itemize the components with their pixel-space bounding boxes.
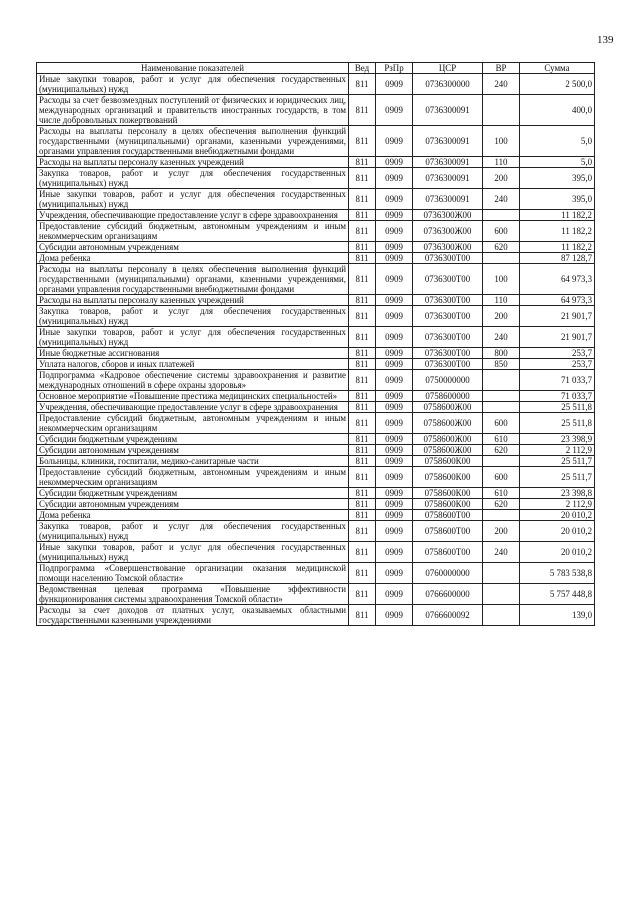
header-vr: ВР [483, 63, 520, 74]
row-sum: 5,0 [520, 126, 595, 157]
row-csr: 0736300000 [413, 74, 483, 95]
table-row [37, 126, 595, 157]
row-name: Субсидии автономным учреждениям [37, 445, 349, 456]
row-rzpr: 0909 [376, 434, 413, 445]
row-rzpr: 0909 [376, 370, 413, 391]
row-rzpr: 0909 [376, 157, 413, 168]
row-csr: 0758600Ж00 [413, 434, 483, 445]
row-sum: 253,7 [520, 348, 595, 359]
table-row [37, 542, 595, 563]
row-name: Закупка товаров, работ и услуг для обеспечения государственных (муниципальных) нужд [37, 306, 349, 327]
row-vr: 610 [483, 488, 520, 499]
row-name: Подпрограмма «Кадровое обеспечение системы здравоохранения и развитие международных отношений в сфере охраны здоровья» [37, 370, 349, 391]
row-ved: 811 [349, 327, 376, 348]
table-row [37, 584, 595, 605]
row-rzpr: 0909 [376, 74, 413, 95]
row-rzpr: 0909 [376, 126, 413, 157]
row-csr: 0758600Т00 [413, 542, 483, 563]
row-vr [483, 584, 520, 605]
row-ved: 811 [349, 74, 376, 95]
row-sum: 64 973,3 [520, 264, 595, 295]
row-rzpr: 0909 [376, 221, 413, 242]
row-name: Иные закупки товаров, работ и услуг для обеспечения государственных (муниципальных) нужд [37, 542, 349, 563]
row-csr: 0736300091 [413, 126, 483, 157]
table-row [37, 242, 595, 253]
row-sum: 11 182,2 [520, 242, 595, 253]
row-vr: 600 [483, 467, 520, 488]
row-csr: 0736300Т00 [413, 359, 483, 370]
header-csr: ЦСР [413, 63, 483, 74]
row-sum: 20 010,2 [520, 542, 595, 563]
row-name: Основное мероприятие «Повышение престижа медицинских специальностей» [37, 391, 349, 402]
row-ved: 811 [349, 391, 376, 402]
row-ved: 811 [349, 168, 376, 189]
row-sum: 71 033,7 [520, 370, 595, 391]
row-sum: 5,0 [520, 157, 595, 168]
row-sum: 71 033,7 [520, 391, 595, 402]
row-sum: 25 511,7 [520, 456, 595, 467]
row-vr: 600 [483, 413, 520, 434]
row-ved: 811 [349, 242, 376, 253]
row-csr: 0758600К00 [413, 467, 483, 488]
row-vr: 110 [483, 157, 520, 168]
row-vr: 240 [483, 189, 520, 210]
row-ved: 811 [349, 221, 376, 242]
row-csr: 0736300Т00 [413, 348, 483, 359]
row-rzpr: 0909 [376, 445, 413, 456]
table-row [37, 402, 595, 413]
row-vr [483, 391, 520, 402]
table-row [37, 413, 595, 434]
row-name: Субсидии бюджетным учреждениям [37, 434, 349, 445]
header-sum: Сумма [520, 63, 595, 74]
header-rzpr: РзПр [376, 63, 413, 74]
row-csr: 0736300091 [413, 168, 483, 189]
row-ved: 811 [349, 348, 376, 359]
table-row [37, 264, 595, 295]
row-ved: 811 [349, 253, 376, 264]
row-vr: 620 [483, 242, 520, 253]
row-sum: 11 182,2 [520, 210, 595, 221]
row-vr [483, 456, 520, 467]
table-row [37, 467, 595, 488]
row-name: Дома ребенка [37, 510, 349, 521]
row-ved: 811 [349, 126, 376, 157]
row-rzpr: 0909 [376, 242, 413, 253]
row-sum: 253,7 [520, 359, 595, 370]
row-vr: 240 [483, 327, 520, 348]
row-csr: 0758600Ж00 [413, 402, 483, 413]
row-rzpr: 0909 [376, 348, 413, 359]
table-row [37, 370, 595, 391]
row-vr: 850 [483, 359, 520, 370]
row-sum: 25 511,8 [520, 413, 595, 434]
row-name: Предоставление субсидий бюджетным, автономным учреждениям и иным некоммерческим организациям [37, 413, 349, 434]
row-sum: 20 010,2 [520, 521, 595, 542]
row-vr: 110 [483, 295, 520, 306]
table-row [37, 348, 595, 359]
table-row [37, 210, 595, 221]
row-sum: 25 511,7 [520, 467, 595, 488]
table-body [37, 74, 595, 626]
table-row [37, 221, 595, 242]
row-sum: 395,0 [520, 189, 595, 210]
table-row [37, 189, 595, 210]
table-row [37, 95, 595, 126]
row-csr: 0750000000 [413, 370, 483, 391]
row-csr: 0758600Ж00 [413, 445, 483, 456]
row-vr [483, 370, 520, 391]
row-rzpr: 0909 [376, 488, 413, 499]
row-rzpr: 0909 [376, 456, 413, 467]
row-csr: 0736300Т00 [413, 264, 483, 295]
table-row [37, 295, 595, 306]
row-sum: 2 112,9 [520, 499, 595, 510]
row-csr: 0758600К00 [413, 499, 483, 510]
table-row [37, 168, 595, 189]
row-vr: 610 [483, 434, 520, 445]
row-name: Расходы за счет доходов от платных услуг, оказываемых областными государственными казенными учреждениями [37, 605, 349, 626]
row-csr: 0758600Т00 [413, 521, 483, 542]
row-name: Расходы на выплаты персоналу казенных учреждений [37, 157, 349, 168]
row-rzpr: 0909 [376, 168, 413, 189]
row-sum: 139,0 [520, 605, 595, 626]
table-row [37, 391, 595, 402]
row-rzpr: 0909 [376, 467, 413, 488]
row-sum: 5 783 538,8 [520, 563, 595, 584]
row-rzpr: 0909 [376, 210, 413, 221]
row-ved: 811 [349, 370, 376, 391]
row-name: Закупка товаров, работ и услуг для обеспечения государственных (муниципальных) нужд [37, 168, 349, 189]
row-vr: 240 [483, 74, 520, 95]
row-rzpr: 0909 [376, 510, 413, 521]
row-rzpr: 0909 [376, 521, 413, 542]
row-ved: 811 [349, 157, 376, 168]
table-row [37, 563, 595, 584]
page-number: 139 [597, 34, 614, 46]
budget-table [36, 62, 595, 626]
row-ved: 811 [349, 189, 376, 210]
row-rzpr: 0909 [376, 306, 413, 327]
row-ved: 811 [349, 456, 376, 467]
table-row [37, 445, 595, 456]
row-ved: 811 [349, 445, 376, 456]
row-sum: 2 112,9 [520, 445, 595, 456]
row-rzpr: 0909 [376, 391, 413, 402]
row-ved: 811 [349, 521, 376, 542]
table-row [37, 521, 595, 542]
row-csr: 0736300Ж00 [413, 210, 483, 221]
row-csr: 0758600000 [413, 391, 483, 402]
table-row [37, 456, 595, 467]
row-name: Ведомственная целевая программа «Повышение эффективности функционирования системы здравоохранения Томской области» [37, 584, 349, 605]
row-csr: 0758600Т00 [413, 510, 483, 521]
row-ved: 811 [349, 306, 376, 327]
row-sum: 5 757 448,8 [520, 584, 595, 605]
table-row [37, 306, 595, 327]
row-csr: 0736300Ж00 [413, 221, 483, 242]
row-sum: 11 182,2 [520, 221, 595, 242]
row-vr: 100 [483, 264, 520, 295]
row-vr: 800 [483, 348, 520, 359]
row-csr: 0736300091 [413, 157, 483, 168]
row-sum: 23 398,9 [520, 434, 595, 445]
row-ved: 811 [349, 295, 376, 306]
row-csr: 0736300091 [413, 95, 483, 126]
row-ved: 811 [349, 402, 376, 413]
row-name: Учреждения, обеспечивающие предоставление услуг в сфере здравоохранения [37, 402, 349, 413]
row-name: Субсидии автономным учреждениям [37, 242, 349, 253]
table-header-row [37, 63, 595, 74]
table-row [37, 253, 595, 264]
row-ved: 811 [349, 95, 376, 126]
row-ved: 811 [349, 210, 376, 221]
row-name: Расходы на выплаты персоналу в целях обеспечения выполнения функций государственными (муниципальными) органами, казенными учреждениями, органами управления государственными внебюджетными фондами [37, 264, 349, 295]
row-rzpr: 0909 [376, 584, 413, 605]
table-row [37, 605, 595, 626]
row-name: Учреждения, обеспечивающие предоставление услуг в сфере здравоохранения [37, 210, 349, 221]
row-ved: 811 [349, 499, 376, 510]
row-name: Предоставление субсидий бюджетным, автономным учреждениям и иным некоммерческим организациям [37, 221, 349, 242]
row-vr: 240 [483, 542, 520, 563]
row-rzpr: 0909 [376, 542, 413, 563]
row-sum: 2 500,0 [520, 74, 595, 95]
row-sum: 20 010,2 [520, 510, 595, 521]
row-ved: 811 [349, 510, 376, 521]
row-ved: 811 [349, 584, 376, 605]
row-ved: 811 [349, 563, 376, 584]
row-name: Больницы, клиники, госпитали, медико-санитарные части [37, 456, 349, 467]
row-sum: 64 973,3 [520, 295, 595, 306]
row-ved: 811 [349, 467, 376, 488]
row-sum: 21 901,7 [520, 327, 595, 348]
row-rzpr: 0909 [376, 95, 413, 126]
row-ved: 811 [349, 434, 376, 445]
row-rzpr: 0909 [376, 499, 413, 510]
row-vr: 200 [483, 306, 520, 327]
row-rzpr: 0909 [376, 189, 413, 210]
row-ved: 811 [349, 605, 376, 626]
row-vr [483, 402, 520, 413]
row-vr: 600 [483, 221, 520, 242]
row-csr: 0736300Ж00 [413, 242, 483, 253]
row-name: Уплата налогов, сборов и иных платежей [37, 359, 349, 370]
row-vr: 620 [483, 499, 520, 510]
row-name: Дома ребенка [37, 253, 349, 264]
row-csr: 0736300Т00 [413, 253, 483, 264]
row-name: Подпрограмма «Совершенствование организации оказания медицинской помощи населению Томской области» [37, 563, 349, 584]
row-vr: 100 [483, 126, 520, 157]
table-row [37, 327, 595, 348]
row-csr: 0760000000 [413, 563, 483, 584]
row-sum: 21 901,7 [520, 306, 595, 327]
row-ved: 811 [349, 488, 376, 499]
row-ved: 811 [349, 264, 376, 295]
row-vr: 200 [483, 168, 520, 189]
row-csr: 0736300Т00 [413, 295, 483, 306]
row-name: Расходы на выплаты персоналу в целях обеспечения выполнения функций государственными (муниципальными) органами, казенными учреждениями, органами управления государственными внебюджетными фондами [37, 126, 349, 157]
table-row [37, 157, 595, 168]
row-vr: 200 [483, 521, 520, 542]
row-name: Субсидии автономным учреждениям [37, 499, 349, 510]
table-row [37, 359, 595, 370]
row-name: Иные бюджетные ассигнования [37, 348, 349, 359]
row-sum: 23 398,8 [520, 488, 595, 499]
row-ved: 811 [349, 359, 376, 370]
row-name: Иные закупки товаров, работ и услуг для обеспечения государственных (муниципальных) нужд [37, 189, 349, 210]
row-csr: 0736300Т00 [413, 306, 483, 327]
row-rzpr: 0909 [376, 253, 413, 264]
row-vr [483, 210, 520, 221]
row-vr [483, 510, 520, 521]
row-vr [483, 605, 520, 626]
row-csr: 0766600092 [413, 605, 483, 626]
row-rzpr: 0909 [376, 413, 413, 434]
row-rzpr: 0909 [376, 327, 413, 348]
row-rzpr: 0909 [376, 359, 413, 370]
row-sum: 395,0 [520, 168, 595, 189]
row-name: Расходы на выплаты персоналу казенных учреждений [37, 295, 349, 306]
row-sum: 87 128,7 [520, 253, 595, 264]
row-rzpr: 0909 [376, 402, 413, 413]
table-row [37, 510, 595, 521]
row-csr: 0736300Т00 [413, 327, 483, 348]
row-rzpr: 0909 [376, 605, 413, 626]
row-vr [483, 253, 520, 264]
header-name: Наименование показателей [37, 63, 349, 74]
row-sum: 25 511,8 [520, 402, 595, 413]
table-row [37, 434, 595, 445]
row-csr: 0758600Ж00 [413, 413, 483, 434]
row-name: Предоставление субсидий бюджетным, автономным учреждениям и иным некоммерческим организациям [37, 467, 349, 488]
row-rzpr: 0909 [376, 563, 413, 584]
table-row [37, 499, 595, 510]
row-vr: 620 [483, 445, 520, 456]
row-name: Расходы за счет безвозмездных поступлений от физических и юридических лиц, международных организаций и правительств иностранных государств, в том числе добровольных пожертвований [37, 95, 349, 126]
row-sum: 400,0 [520, 95, 595, 126]
table-row [37, 74, 595, 95]
row-name: Иные закупки товаров, работ и услуг для обеспечения государственных (муниципальных) нужд [37, 327, 349, 348]
row-rzpr: 0909 [376, 295, 413, 306]
row-csr: 0758600К00 [413, 488, 483, 499]
row-name: Закупка товаров, работ и услуг для обеспечения государственных (муниципальных) нужд [37, 521, 349, 542]
row-name: Субсидии бюджетным учреждениям [37, 488, 349, 499]
row-csr: 0758600К00 [413, 456, 483, 467]
row-ved: 811 [349, 413, 376, 434]
table-row [37, 488, 595, 499]
row-csr: 0736300091 [413, 189, 483, 210]
row-vr [483, 95, 520, 126]
row-csr: 0766600000 [413, 584, 483, 605]
header-ved: Вед [349, 63, 376, 74]
row-name: Иные закупки товаров, работ и услуг для обеспечения государственных (муниципальных) нужд [37, 74, 349, 95]
row-rzpr: 0909 [376, 264, 413, 295]
row-ved: 811 [349, 542, 376, 563]
row-vr [483, 563, 520, 584]
